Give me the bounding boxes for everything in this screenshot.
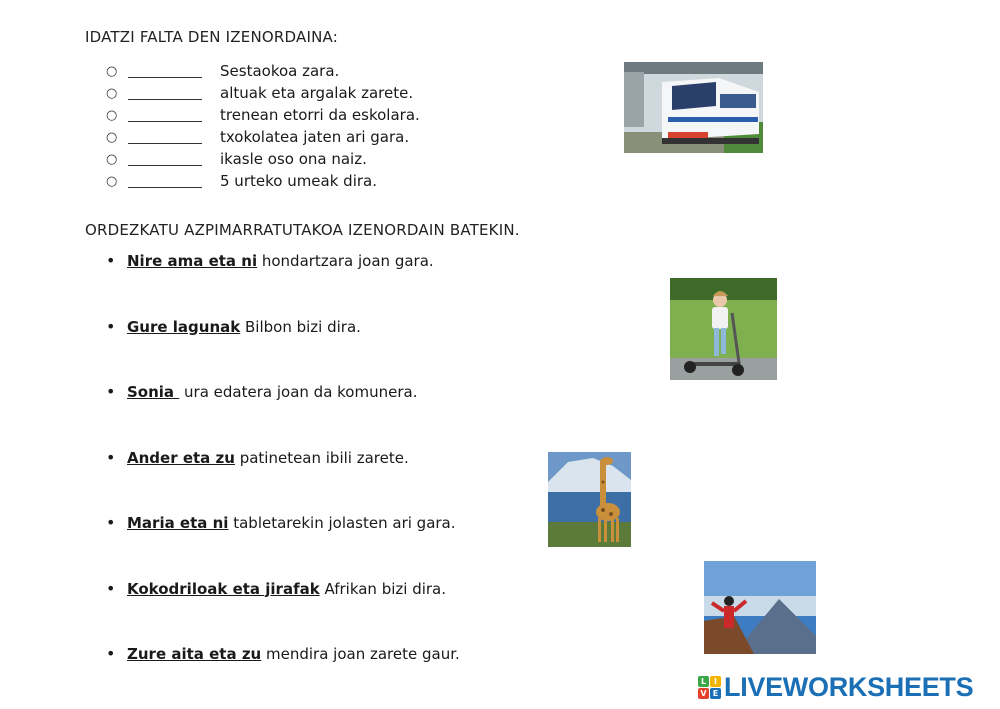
answer-input[interactable] [128,155,202,169]
circle-bullet-icon: ○ [106,63,118,79]
answer-blank[interactable] [128,152,202,166]
sentence-rest: patinetean ibili zarete. [234,448,409,467]
circle-bullet-icon: ○ [106,173,118,189]
list-item [106,381,460,447]
sentence-text: altuak eta argalak zarete. [220,84,414,102]
underlined-subject[interactable]: Nire ama eta ni [127,252,258,270]
logo-mark-icon [698,676,721,699]
underlined-subject[interactable]: Zure aita eta zu [127,645,262,663]
circle-bullet-icon: ○ [106,151,118,167]
answer-input[interactable] [128,177,202,191]
logo-letter: V [698,688,709,699]
list-item [106,148,420,170]
answer-blank[interactable] [128,108,202,122]
answer-input[interactable] [128,89,202,103]
underlined-subject[interactable]: Ander eta zu [127,448,235,467]
bullet-icon: • [106,447,116,467]
sentence-text: txokolatea jaten ari gara. [220,128,410,146]
answer-input[interactable] [128,111,202,125]
list-item [106,250,460,316]
list-item [106,126,420,148]
sentence-text: trenean etorri da eskolara. [220,106,420,124]
list-item [106,82,420,104]
sentence-rest: tabletarekin jolasten ari gara. [228,514,456,532]
fill-pronoun-list [106,60,420,192]
answer-blank[interactable] [128,64,202,78]
replace-subject-list [106,250,460,709]
answer-input[interactable] [128,133,202,147]
logo-letter: L [698,676,709,687]
sentence-rest: hondartzara joan gara. [257,252,434,270]
answer-blank[interactable] [128,86,202,100]
underlined-subject[interactable]: Maria eta ni [127,514,229,532]
answer-input[interactable] [128,67,202,81]
bullet-icon: • [106,382,116,401]
bullet-icon: • [106,644,116,663]
list-item [106,170,420,192]
sentence-rest: ura edatera joan da komunera. [179,383,418,401]
circle-bullet-icon: ○ [106,85,118,101]
list-item [106,512,460,578]
answer-blank[interactable] [128,130,202,144]
mountain-hiker-image [704,561,816,654]
train-image [624,62,763,153]
circle-bullet-icon: ○ [106,129,118,145]
bullet-icon: • [106,316,116,336]
list-item [106,104,420,126]
bullet-icon: • [106,578,116,598]
girl-scooter-image [670,278,777,380]
liveworksheets-logo [698,673,973,701]
logo-text: LIVEWORKSHEETS [724,671,974,702]
bullet-icon: • [106,513,116,532]
underlined-subject[interactable]: Sonia [127,383,180,401]
list-item [106,60,420,82]
sentence-text: Sestaokoa zara. [220,62,340,80]
sentence-rest: mendira joan zarete gaur. [261,645,460,663]
logo-letter: E [710,688,721,699]
answer-blank[interactable] [128,174,202,188]
bullet-icon: • [106,251,116,270]
underlined-subject[interactable]: Gure lagunak [127,317,241,336]
sentence-text: 5 urteko umeak dira. [220,172,378,190]
underlined-subject[interactable]: Kokodriloak eta jirafak [127,579,320,598]
section2-heading: ORDEZKATU AZPIMARRATUTAKOA IZENORDAIN BATEKIN. [85,221,520,239]
list-item [106,578,460,644]
section1-heading: IDATZI FALTA DEN IZENORDAINA: [85,28,338,46]
sentence-text: ikasle oso ona naiz. [220,150,367,168]
giraffe-image [548,452,631,547]
sentence-rest: Bilbon bizi dira. [240,317,361,336]
list-item [106,447,460,513]
circle-bullet-icon: ○ [106,107,118,123]
list-item [106,643,460,709]
sentence-rest: Afrikan bizi dira. [319,579,447,598]
list-item [106,316,460,382]
logo-letter: I [710,676,721,687]
